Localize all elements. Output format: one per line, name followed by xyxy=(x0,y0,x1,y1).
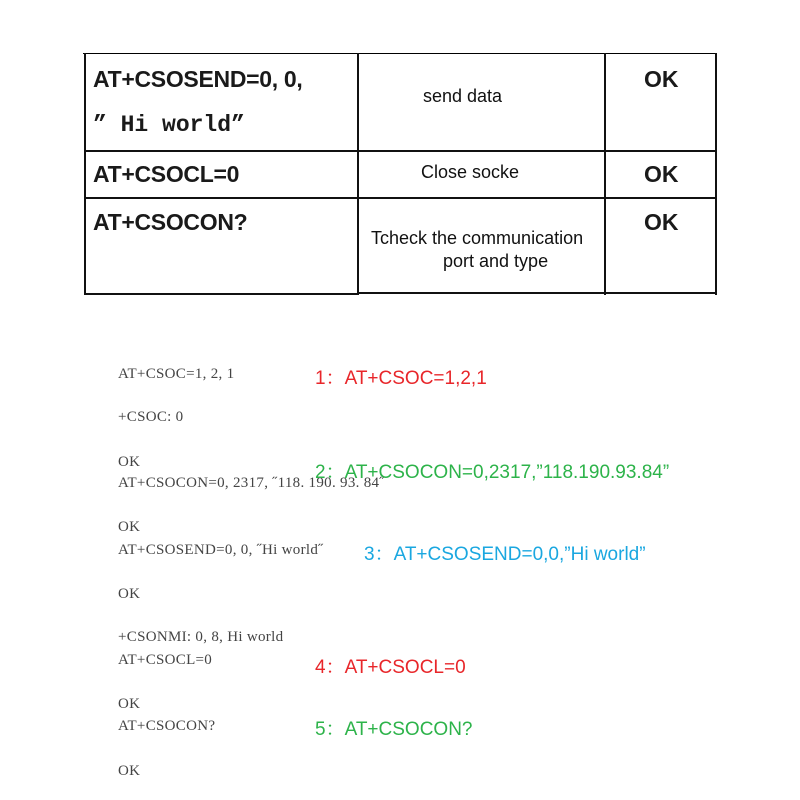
table-border-bottom-left xyxy=(84,293,358,295)
table-row-1-command-line1: AT+CSOSEND=0, 0, xyxy=(93,66,303,92)
table-row-2-response: OK xyxy=(644,161,679,187)
table-row-2-command: AT+CSOCL=0 xyxy=(93,161,240,187)
log-line: OK xyxy=(118,586,141,602)
table-row-1-description: send data xyxy=(423,86,503,106)
log-line: AT+CSOCL=0 xyxy=(118,652,213,668)
annotation-5: 5：AT+CSOCON? xyxy=(315,719,473,740)
table-row-3-command: AT+CSOCON? xyxy=(93,209,248,235)
log-line: AT+CSOCON=0, 2317, ˝118. 190. 93. 84˝ xyxy=(118,475,385,491)
log-line: OK xyxy=(118,696,141,712)
log-line: OK xyxy=(118,519,141,535)
table-border-col1 xyxy=(357,53,359,295)
table-row-divider-2 xyxy=(84,197,717,199)
log-line: AT+CSOSEND=0, 0, ˝Hi world˝ xyxy=(118,542,324,558)
table-border-right xyxy=(715,53,717,295)
annotation-1: 1：AT+CSOC=1,2,1 xyxy=(315,368,487,389)
annotation-4: 4：AT+CSOCL=0 xyxy=(315,657,466,678)
log-line: AT+CSOC=1, 2, 1 xyxy=(118,366,235,382)
log-line: AT+CSOCON? xyxy=(118,718,216,734)
table-border-bottom-right xyxy=(357,292,717,294)
table-row-1-response: OK xyxy=(644,66,679,92)
table-border-col2 xyxy=(604,53,606,295)
log-line: +CSONMI: 0, 8, Hi world xyxy=(118,629,284,645)
table-row-1-command-line2: ” Hi world” xyxy=(93,112,245,138)
table-row-3-response: OK xyxy=(644,209,679,235)
log-line: OK xyxy=(118,454,141,470)
annotation-3: 3：AT+CSOSEND=0,0,”Hi world” xyxy=(364,544,646,565)
table-row-divider-1 xyxy=(84,150,717,152)
log-line: OK xyxy=(118,763,141,779)
annotation-2: 2：AT+CSOCON=0,2317,”118.190.93.84” xyxy=(315,462,670,483)
table-top-rule xyxy=(83,53,717,54)
log-line: +CSOC: 0 xyxy=(118,409,184,425)
table-row-2-description: Close socke xyxy=(421,162,520,182)
table-border-left xyxy=(84,53,86,295)
table-row-3-description-line2: port and type xyxy=(443,251,549,271)
table-row-3-description-line1: Tcheck the communication xyxy=(371,228,584,248)
